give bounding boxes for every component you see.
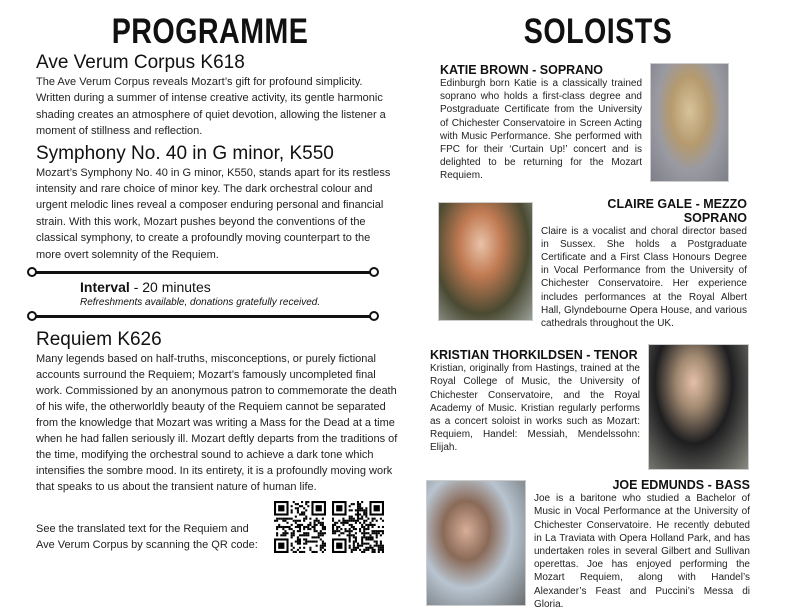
piece-title: Ave Verum Corpus K618	[36, 52, 245, 73]
programme-title: PROGRAMME	[111, 12, 309, 51]
soloist-name: JOE EDMUNDS - BASS	[612, 478, 750, 493]
joe-edmunds-photo	[426, 480, 526, 606]
soloist-name: CLAIRE GALE - MEZZO SOPRANO	[607, 196, 747, 225]
soloists-title: SOLOISTS	[523, 12, 673, 51]
piece-title: Symphony No. 40 in G minor, K550	[36, 142, 334, 164]
soloist-joe	[426, 478, 750, 611]
soloist-name: KRISTIAN THORKILDSEN - TENOR	[430, 348, 638, 363]
piece-text: The Ave Verum Corpus reveals Mozart’s gift for profound simplicity. Written during a summer of intense creative activity, its gentle harmonic shading creates an atmosphere of quiet devotion, allowing the listener a moment of stillness and reflection.	[36, 76, 386, 138]
divider-end	[27, 267, 37, 277]
piece-title: Requiem K626	[36, 329, 162, 351]
qr-section	[36, 501, 398, 553]
programme-column	[36, 52, 398, 553]
soloist-kristian	[426, 344, 750, 470]
soloists-column	[426, 63, 750, 611]
divider	[32, 315, 372, 318]
qr-code-ave-verum[interactable]	[332, 501, 384, 553]
soloist-bio: Joe is a baritone who studied a Bachelor of Music in Vocal Performance at the University of Chichester Conservatoire. He recently debuted in La Traviata with Opera Holland Park, and has undertaken roles in several Gilbert and Sullivan operettas. Joe has enjoyed performing the Mozart Requiem, along with Handel’s Alexander’s Feast and Puccini’s Messa di Gloria.	[534, 493, 750, 610]
qr-code-requiem[interactable]	[274, 501, 326, 553]
soloist-bio: Edinburgh born Katie is a classically trained soprano who holds a first-class degree and Postgraduate Certificate from the University of Chichester Conservatoire in Screen Acting with Music Performance. She performed with FPC for their ‘Curtain Up!’ concert and is delighted to be returning for the Mozart Requiem.	[440, 78, 642, 182]
piece-text: Mozart’s Symphony No. 40 in G minor, K550, stands apart for its restless intensity and rare choice of minor key. The dark orchestral colour and urgent melodic lines reveal a composer enduring personal and financial strain. With this work, Mozart pushes beyond the conventions of the classical symphony, to create a profoundly moving counterpart to the more overt solemnity of the Requiem.	[36, 166, 391, 261]
qr-instructions: See the translated text for the Requiem and Ave Verum Corpus by scanning the QR code:	[36, 523, 258, 551]
kristian-thorkildsen-photo	[648, 344, 749, 470]
interval	[80, 278, 211, 296]
divider-end	[369, 267, 379, 277]
soloist-name: KATIE BROWN - SOPRANO	[440, 63, 603, 77]
interval-section	[27, 267, 379, 317]
interval-note: Refreshments available, donations gratefully received.	[80, 297, 321, 309]
interval-duration: - 20 minutes	[129, 279, 211, 296]
soloist-bio: Kristian, originally from Hastings, trained at the Royal College of Music, the University of Chichester Conservatoire, and the Royal Academy of Music. Kristian regularly performs as a concert soloist in works such as Mozart: Requiem, Handel: Messiah, Mendelssohn: Elijah.	[430, 363, 640, 454]
soloist-bio: Claire is a vocalist and choral director based in Sussex. She holds a Postgraduate Certificate and a First Class Honours Degree in Vocal Performance from the University of Chichester Conservatoire. Her experience includes performances at the Royal Albert Hall, Glyndebourne Opera House, and various cathedrals throughout the UK.	[541, 225, 747, 330]
divider-end	[27, 311, 37, 321]
soloist-katie	[426, 63, 750, 183]
katie-brown-photo	[650, 63, 729, 182]
divider	[32, 271, 372, 274]
divider-end	[369, 311, 379, 321]
interval-label: Interval	[80, 279, 130, 296]
soloist-claire	[426, 197, 750, 331]
piece-text: Many legends based on half-truths, misconceptions, or purely fictional accounts surround the Requiem; Mozart’s famously uncompleted final work. Commissioned by an anonymous patron to commemorate the death of his wife, the otherworldly beauty of the Requiem cannot be separated from the knowledge that Mozart was writing a Mass for the Dead at a time when he had fallen seriously ill. Mozart deftly departs from the traditions of the time, modifying the orchestral sound to achieve a dark tone which intensifies the sombre mood. In its entirety, it is a profoundly moving work that speaks to us about the transient nature of human life.	[36, 353, 398, 494]
claire-gale-photo	[438, 202, 533, 321]
